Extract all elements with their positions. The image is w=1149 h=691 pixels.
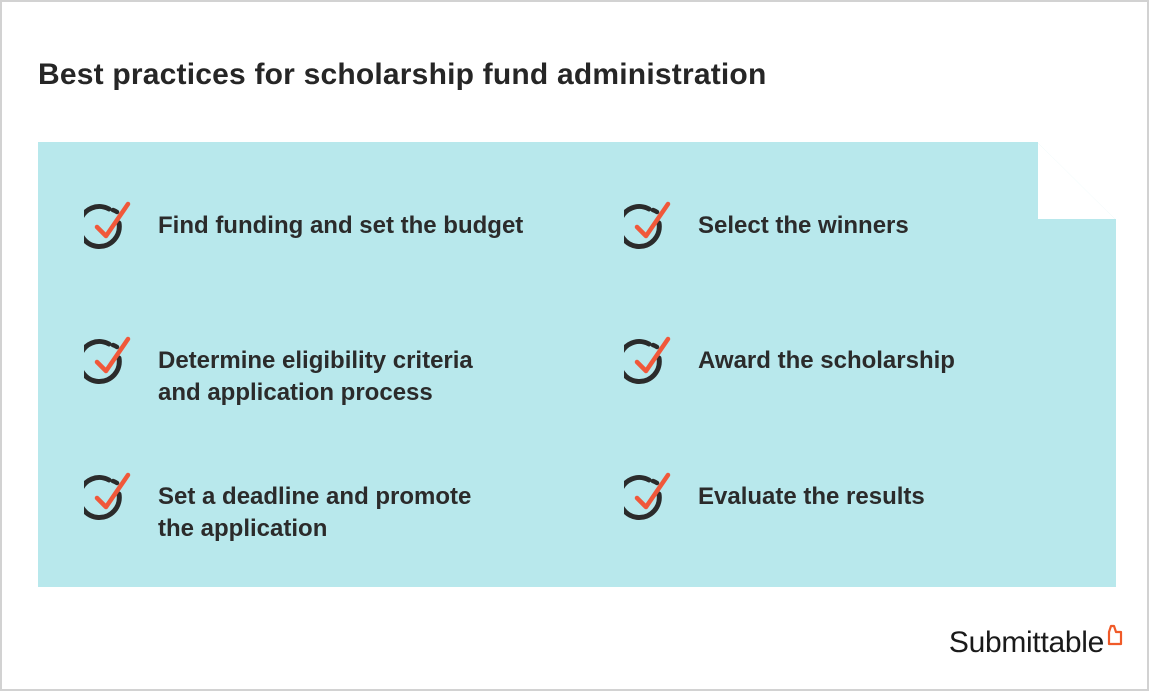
practice-label — [698, 210, 909, 242]
practice-label — [698, 345, 955, 377]
practice-label-line: Set a deadline and promote — [158, 483, 472, 510]
page-title: Best practices for scholarship fund administration — [38, 58, 767, 91]
checkmark-circle-icon — [84, 333, 138, 389]
submittable-logo-icon — [1107, 624, 1123, 646]
practices-card — [38, 142, 1116, 587]
practice-label-line: the application — [158, 515, 328, 542]
practice-label — [698, 481, 925, 513]
brand-logo — [949, 626, 1123, 660]
checkmark-circle-icon — [624, 333, 678, 389]
practice-item-select-winners — [624, 210, 909, 254]
checkmark-circle-icon — [84, 198, 138, 254]
practice-label — [158, 481, 471, 545]
practice-label — [158, 345, 473, 409]
practice-item-award — [624, 345, 955, 389]
brand-name: Submittable — [948, 626, 1104, 659]
practice-label-line: Award the scholarship — [698, 347, 955, 374]
practice-label-line: Evaluate the results — [698, 483, 925, 510]
practice-label-line: and application process — [158, 379, 433, 406]
practice-item-find-funding — [84, 210, 523, 254]
practice-label-line: Determine eligibility criteria — [158, 347, 473, 374]
checkmark-circle-icon — [624, 198, 678, 254]
practice-item-deadline — [84, 481, 471, 545]
practice-item-evaluate — [624, 481, 925, 525]
checkmark-circle-icon — [84, 469, 138, 525]
practice-label-line: Find funding and set the budget — [158, 212, 524, 239]
practice-item-eligibility — [84, 345, 473, 409]
checkmark-circle-icon — [624, 469, 678, 525]
practice-label — [158, 210, 523, 242]
practice-label-line: Select the winners — [698, 212, 909, 239]
